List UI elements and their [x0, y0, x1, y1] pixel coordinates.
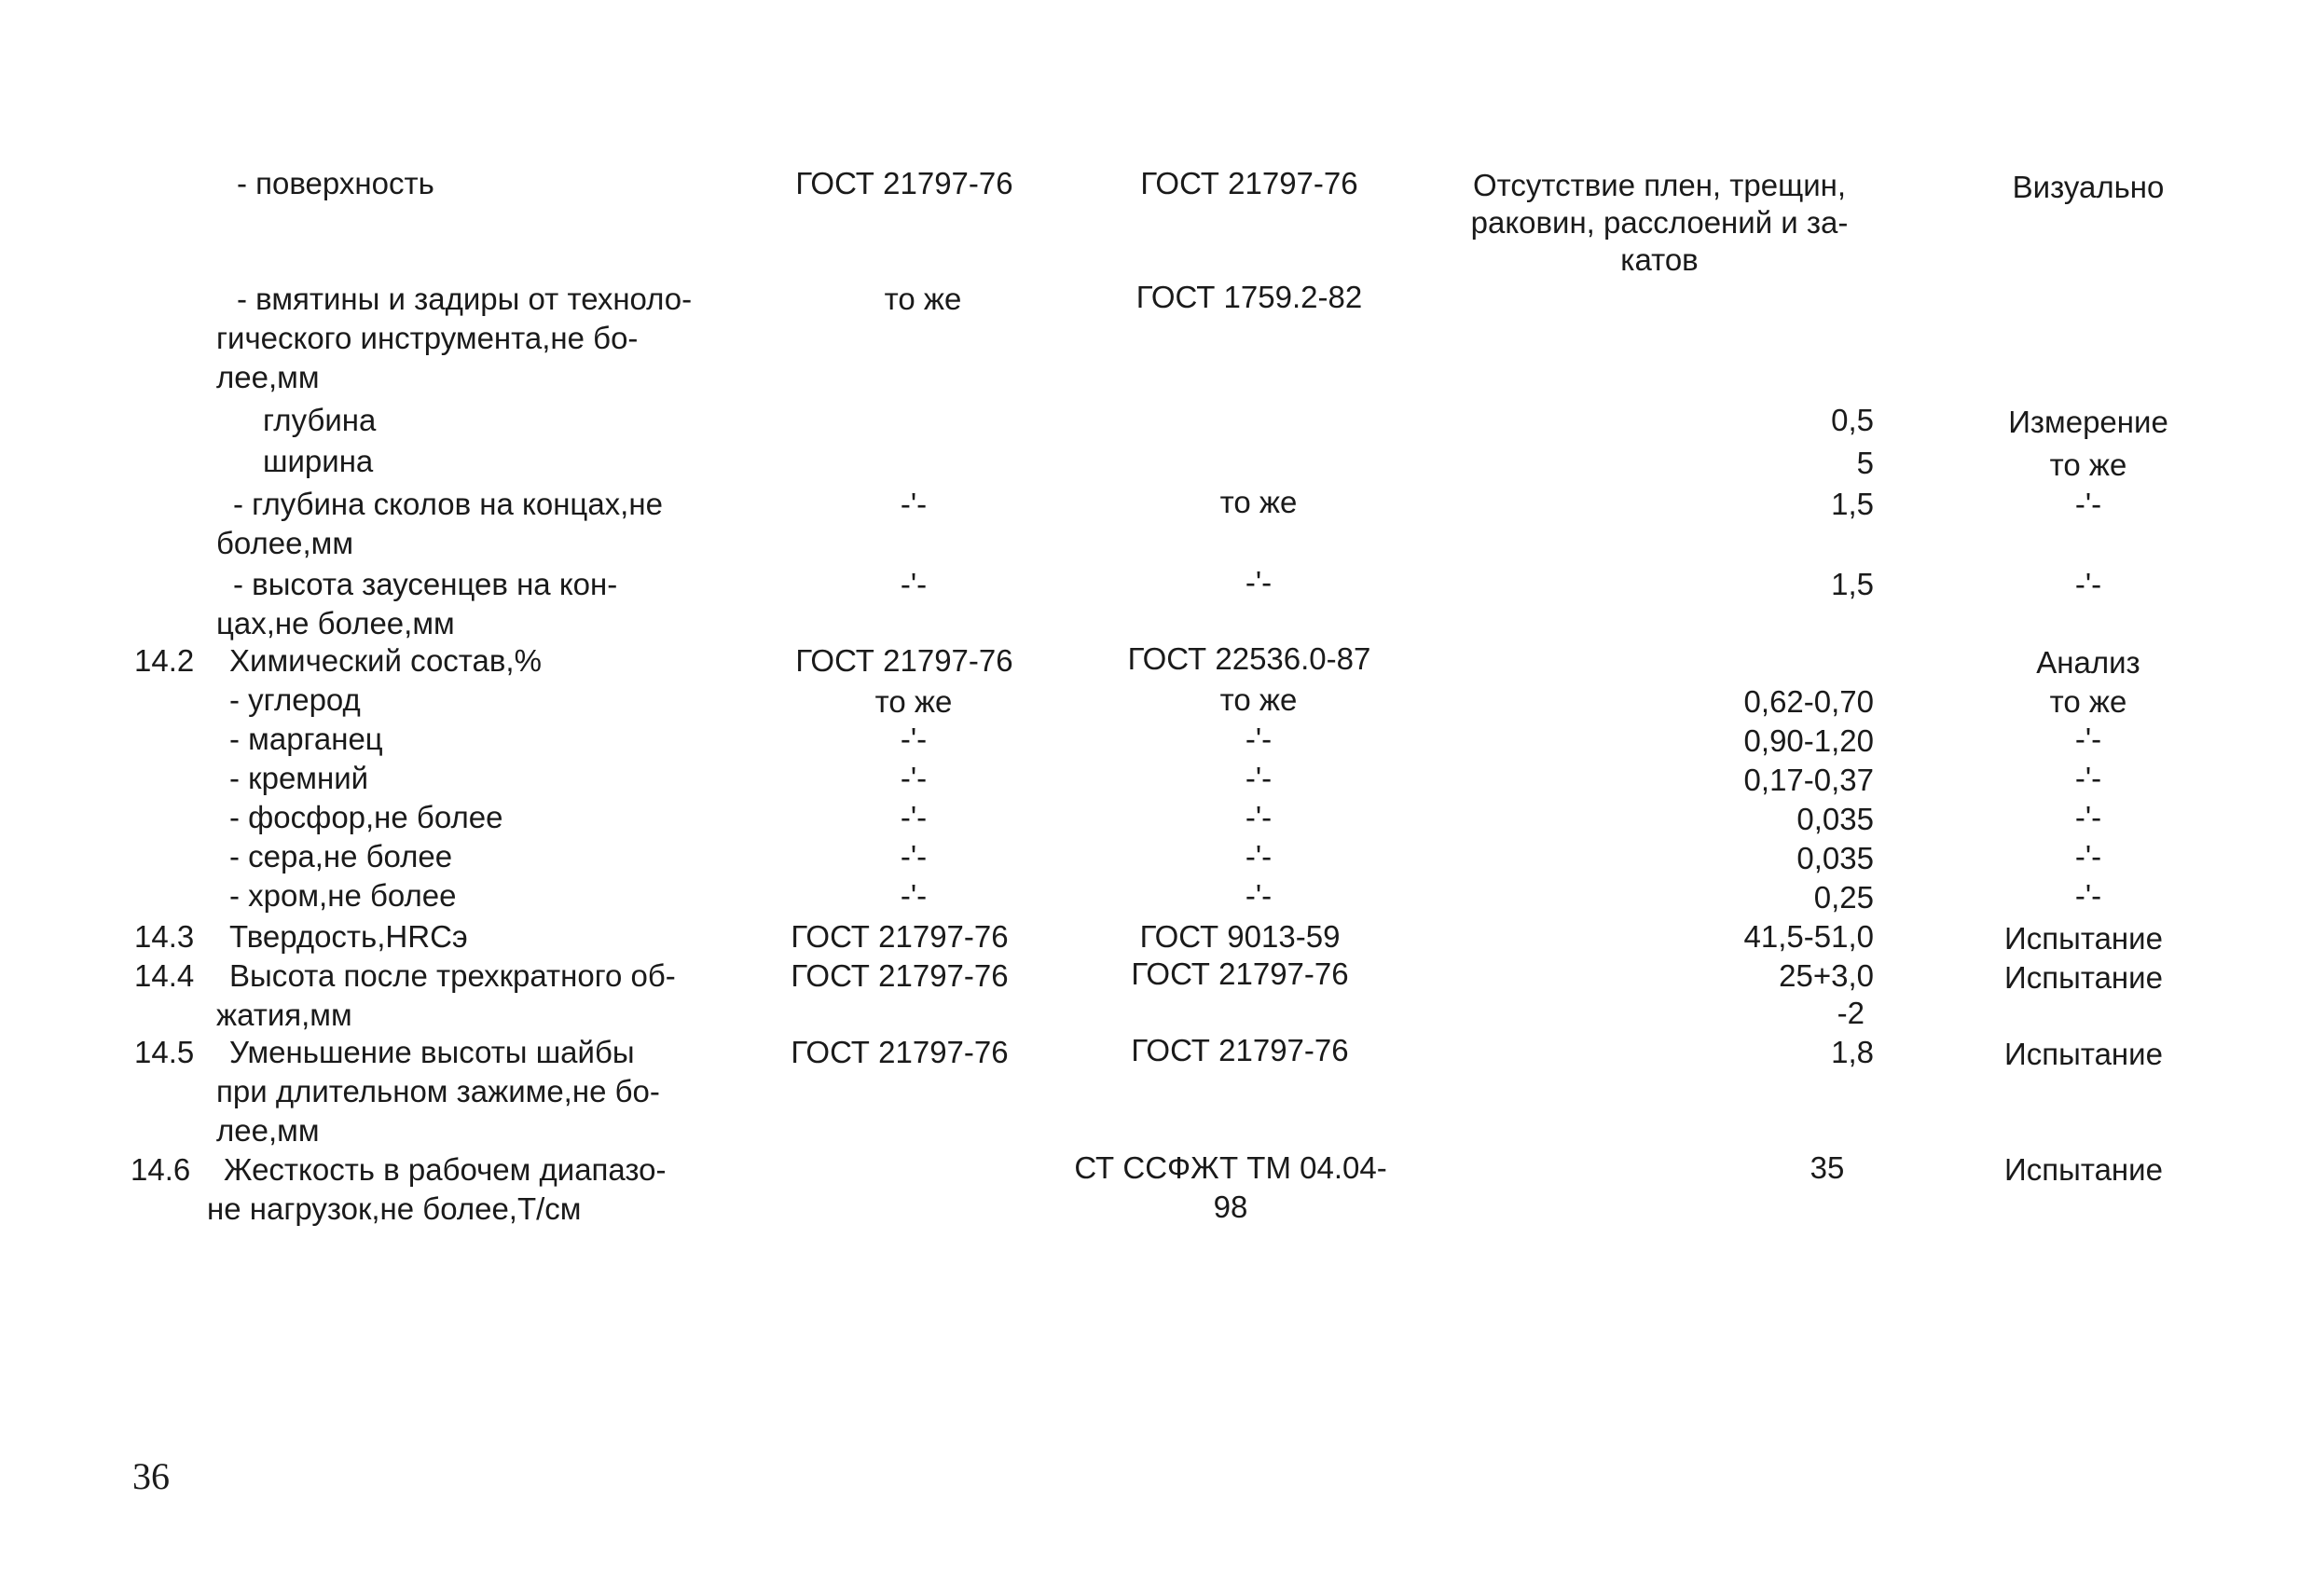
row-phosphorus-norm: 0,035	[1796, 802, 1874, 836]
row-width-label: ширина	[263, 444, 374, 478]
row-depth-label: глубина	[263, 403, 377, 437]
row-surface-method: ГОСТ 21797-76	[1140, 166, 1358, 200]
row-14-5-control: Испытание	[2004, 1037, 2163, 1071]
row-width-norm: 5	[1856, 446, 1874, 480]
row-burrs-label-line-1: - высота заусенцев на кон-	[233, 567, 618, 601]
row-chrome-method: -'-	[1245, 878, 1273, 913]
row-14-5-ntd: ГОСТ 21797-76	[791, 1035, 1009, 1069]
row-chrome-norm: 0,25	[1813, 880, 1874, 915]
row-chips-norm: 1,5	[1831, 487, 1874, 521]
row-depth-norm: 0,5	[1831, 403, 1874, 437]
row-chips-label-line-1: - глубина сколов на концах,не	[233, 487, 663, 521]
row-surface-norm-line-1: Отсутствие плен, трещин,	[1472, 168, 1847, 202]
row-silicon-norm: 0,17-0,37	[1743, 763, 1874, 797]
row-surface-control: Визуально	[2012, 170, 2165, 204]
row-burrs-norm: 1,5	[1831, 567, 1874, 601]
row-chips-control: -'-	[2074, 487, 2102, 521]
row-dents-label-line-2: гического инструмента,не бо-	[216, 321, 639, 355]
row-14-2-control: Анализ	[2036, 645, 2140, 680]
row-14-4-label-line-1: Высота после трехкратного об-	[229, 958, 676, 993]
row-carbon-norm: 0,62-0,70	[1743, 684, 1874, 719]
row-carbon-method: то же	[1219, 682, 1298, 717]
row-14-4-ntd: ГОСТ 21797-76	[791, 958, 1009, 993]
row-14-4-control: Испытание	[2004, 960, 2163, 995]
row-dents-label-line-3: лее,мм	[216, 360, 320, 394]
row-14-6-method-line-1: СТ ССФЖТ ТМ 04.04-	[1074, 1150, 1387, 1185]
row-burrs-control: -'-	[2074, 567, 2102, 601]
row-burrs-method: -'-	[1245, 565, 1273, 599]
row-14-4-number: 14.4	[134, 958, 195, 993]
row-14-2-label: Химический состав,%	[229, 643, 542, 678]
row-chips-ntd: -'-	[900, 487, 928, 521]
row-14-2-number: 14.2	[134, 643, 195, 678]
row-phosphorus-control: -'-	[2074, 800, 2102, 834]
row-surface-norm-line-3: катов	[1620, 242, 1699, 277]
row-14-3-norm: 41,5-51,0	[1743, 919, 1874, 954]
row-14-5-number: 14.5	[134, 1035, 195, 1069]
row-silicon-label: - кремний	[229, 761, 369, 795]
row-carbon-ntd: то же	[874, 684, 953, 719]
row-chrome-label: - хром,не более	[229, 878, 457, 913]
row-sulfur-norm: 0,035	[1796, 841, 1874, 875]
row-14-3-control: Испытание	[2004, 921, 2163, 956]
row-14-3-ntd: ГОСТ 21797-76	[791, 919, 1009, 954]
row-14-4-method: ГОСТ 21797-76	[1131, 956, 1349, 991]
row-sulfur-label: - сера,не более	[229, 839, 453, 874]
row-silicon-control: -'-	[2074, 761, 2102, 795]
row-14-5-label-line-3: лее,мм	[216, 1113, 320, 1148]
row-chrome-control: -'-	[2074, 878, 2102, 913]
row-surface-ntd: ГОСТ 21797-76	[795, 166, 1013, 200]
row-14-6-method-line-2: 98	[1213, 1190, 1248, 1224]
row-14-4-norm-line-2: -2	[1837, 996, 1865, 1030]
row-sulfur-ntd: -'-	[900, 839, 928, 874]
row-14-4-norm-line-1: 25+3,0	[1779, 958, 1874, 993]
row-burrs-ntd: -'-	[900, 567, 928, 601]
row-manganese-control: -'-	[2074, 722, 2102, 756]
page-number: 36	[132, 1455, 170, 1497]
row-sulfur-method: -'-	[1245, 839, 1273, 874]
row-14-4-label-line-2: жатия,мм	[216, 998, 352, 1032]
row-manganese-ntd: -'-	[900, 722, 928, 756]
row-14-5-method: ГОСТ 21797-76	[1131, 1033, 1349, 1067]
row-silicon-ntd: -'-	[900, 761, 928, 795]
row-14-6-number: 14.6	[131, 1152, 191, 1187]
row-14-6-label-line-2: не нагрузок,не более,Т/см	[207, 1191, 582, 1226]
row-phosphorus-method: -'-	[1245, 800, 1273, 834]
row-chips-label-line-2: более,мм	[216, 526, 354, 560]
row-manganese-norm: 0,90-1,20	[1743, 723, 1874, 758]
row-carbon-control: то же	[2049, 684, 2127, 719]
row-carbon-label: - углерод	[229, 682, 361, 717]
row-chrome-ntd: -'-	[900, 878, 928, 913]
row-surface-label: - поверхность	[237, 166, 434, 200]
row-14-5-norm: 1,8	[1831, 1035, 1874, 1069]
row-phosphorus-label: - фосфор,не более	[229, 800, 503, 834]
row-14-5-label-line-2: при длительном зажиме,не бо-	[216, 1074, 660, 1108]
row-sulfur-control: -'-	[2074, 839, 2102, 874]
row-14-5-label-line-1: Уменьшение высоты шайбы	[229, 1035, 635, 1069]
row-14-6-control: Испытание	[2004, 1152, 2163, 1187]
row-14-2-ntd: ГОСТ 21797-76	[795, 643, 1013, 678]
row-dents-method: ГОСТ 1759.2-82	[1135, 280, 1363, 314]
row-14-2-method: ГОСТ 22536.0-87	[1127, 641, 1371, 676]
row-14-6-label-line-1: Жесткость в рабочем диапазо-	[224, 1152, 667, 1187]
row-manganese-label: - марганец	[229, 722, 383, 756]
row-14-3-method: ГОСТ 9013-59	[1139, 919, 1341, 954]
row-14-3-label: Твердость,HRCэ	[229, 919, 468, 954]
row-14-6-norm: 35	[1810, 1150, 1845, 1185]
row-chips-method: то же	[1219, 485, 1298, 519]
row-silicon-method: -'-	[1245, 761, 1273, 795]
row-surface-norm-line-2: раковин, расслоений и за-	[1470, 205, 1849, 240]
row-dents-ntd: то же	[884, 282, 962, 316]
row-manganese-method: -'-	[1245, 722, 1273, 756]
row-dents-label-line-1: - вмятины и задиры от техноло-	[237, 282, 693, 316]
row-width-control: то же	[2049, 447, 2127, 482]
row-14-3-number: 14.3	[134, 919, 195, 954]
row-burrs-label-line-2: цах,не более,мм	[216, 606, 455, 640]
row-depth-control: Измерение	[2008, 405, 2168, 439]
row-phosphorus-ntd: -'-	[900, 800, 928, 834]
